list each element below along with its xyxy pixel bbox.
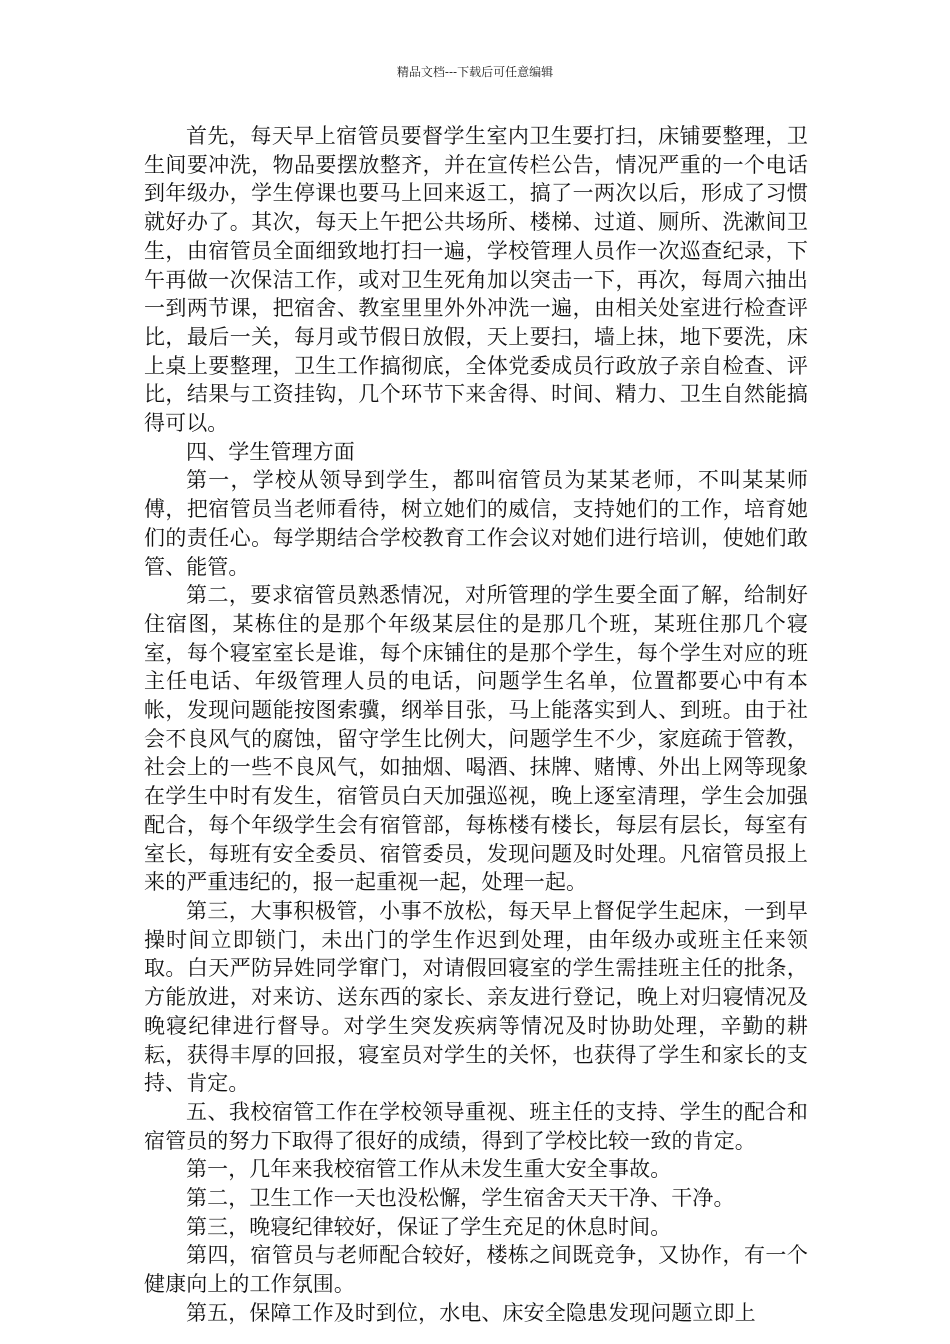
achievement-item-2: 第二，卫生工作一天也没松懈，学生宿舍天天干净、干净。 <box>186 1186 735 1211</box>
section-heading-achievements: 五、我校宿管工作在学校领导重视、班主任的支持、学生的配合和宿管员的努力下取得了很好的成绩，得到了学校比较一致的肯定。 <box>144 1099 808 1153</box>
achievement-item-3: 第三，晚寝纪律较好，保证了学生充足的休息时间。 <box>186 1214 672 1239</box>
paragraph-hygiene: 首先，每天早上宿管员要督学生室内卫生要打扫，床铺要整理，卫生间要冲洗，物品要摆放整齐，并在宣传栏公告，情况严重的一个电话到年级办，学生停课也要马上回来返工，搞了一两次以后，形成了习惯就好办了。其次，每天上午把公共场所、楼梯、过道、厕所、洗漱间卫生，由宿管员全面细致地打扫一遍，学校管理人员作一次巡查纪录，下午再做一次保洁工作，或对卫生死角加以突击一下，再次，每周六抽出一到两节课，把宿舍、教室里里外外冲洗一遍，由相关处室进行检查评比，最后一关，每月或节假日放假，天上要扫，墙上抹，地下要洗，床上桌上要整理，卫生工作搞彻底，全体党委成员行政放子亲自检查、评比，结果与工资挂钩，几个环节下来舍得、时间、精力、卫生自然能搞得可以。 <box>144 124 808 436</box>
paragraph-second: 第二，要求宿管员熟悉情况，对所管理的学生要全面了解，给制好住宿图，某栋住的是那个年级某层住的是那几个班，某班住那几个寝室，每个寝室室长是谁，每个床铺住的是那个学生，每个学生对应的班主任电话、年级管理人员的电话，问题学生名单，位置都要心中有本帐，发现问题能按图索骥，纲举目张，马上能落实到人、到班。由于社会不良风气的腐蚀，留守学生比例大，问题学生不少，家庭疏于管教，社会上的一些不良风气，如抽烟、喝酒、抹牌、赌博、外出上网等现象在学生中时有发生，宿管员白天加强巡视，晚上逐室清理，学生会加强配合，每个年级学生会有宿管部，每栋楼有楼长，每层有层长，每室有室长，每班有安全委员、宿管委员，发现问题及时处理。凡宿管员报上来的严重违纪的，报一起重视一起，处理一起。 <box>144 583 808 895</box>
page-header: 精品文档---下载后可任意编辑 <box>396 65 554 79</box>
paragraph-first: 第一，学校从领导到学生，都叫宿管员为某某老师，不叫某某师傅，把宿管员当老师看待，树立她们的威信，支持她们的工作，培育她们的责任心。每学期结合学校教育工作会议对她们进行培训，使她们敢管、能管。 <box>144 468 808 579</box>
document-body <box>144 122 808 1328</box>
paragraph-third: 第三，大事积极管，小事不放松，每天早上督促学生起床，一到早操时间立即锁门，未出门的学生作迟到处理，由年级办或班主任来领取。白天严防异姓同学窜门，对请假回寝室的学生需挂班主任的批条，方能放进，对来访、送东西的家长、亲友进行登记，晚上对归寝情况及晚寝纪律进行督导。对学生突发疾病等情况及时协助处理，辛勤的耕耘，获得丰厚的回报，寝室员对学生的关怀，也获得了学生和家长的支持、肯定。 <box>144 898 808 1096</box>
achievement-item-1: 第一，几年来我校宿管工作从未发生重大安全事故。 <box>186 1157 672 1182</box>
achievement-item-4: 第四，宿管员与老师配合较好，楼栋之间既竞争，又协作，有一个健康向上的工作氛围。 <box>144 1243 808 1297</box>
achievement-item-5: 第五，保障工作及时到位，水电、床安全隐患发现问题立即上 <box>186 1300 756 1325</box>
section-heading-student-management: 四、学生管理方面 <box>186 439 355 464</box>
